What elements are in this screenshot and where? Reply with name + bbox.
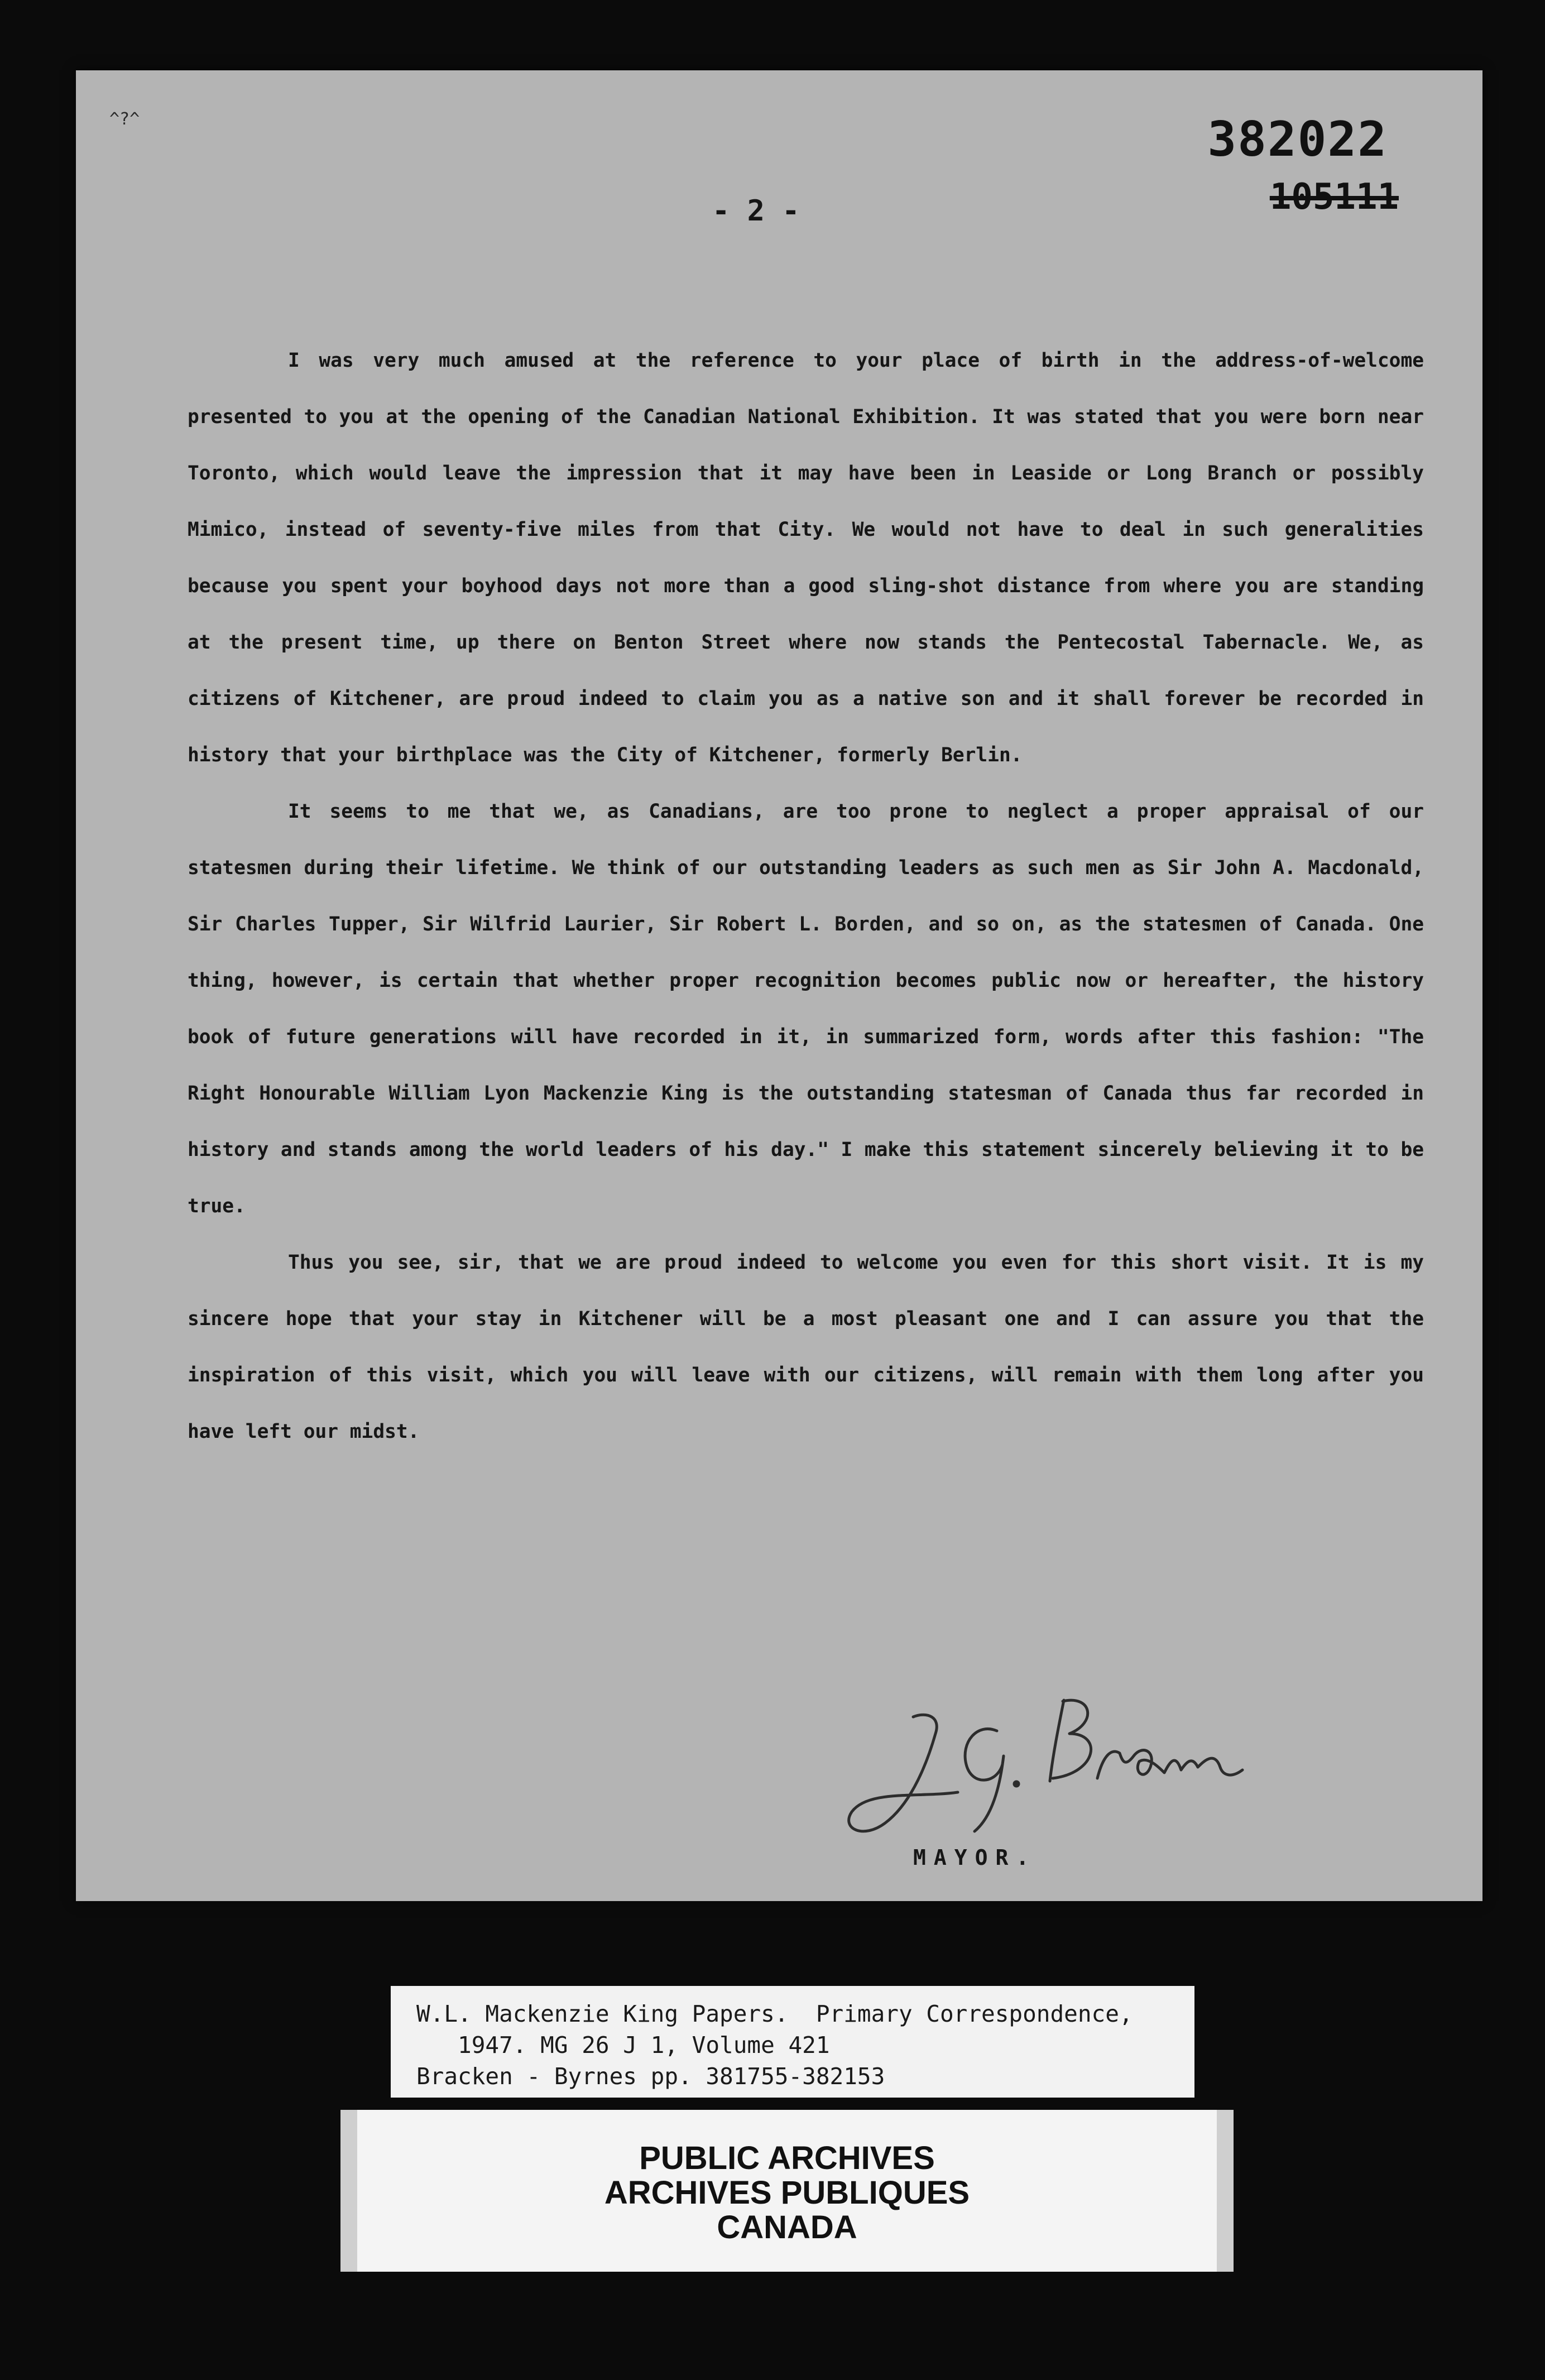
archive-label-line-1: W.L. Mackenzie King Papers. Primary Correspondence, [416, 2000, 1133, 2027]
letter-body [188, 333, 1424, 1460]
archive-stamp-line-1: PUBLIC ARCHIVES [639, 2140, 935, 2176]
archive-reference-label [391, 1986, 1194, 2098]
struck-document-number: 105111 [1269, 176, 1399, 218]
signature-handwritten [829, 1678, 1265, 1862]
paragraph-1: I was very much amused at the reference to your place of birth in the address-of-welcome presented to you at the opening of the Canadian National Exhibition. It was stated that you were born near Toronto, which would leave the impression that it may have been in Leaside or Long Branch or possibly Mimico, instead of seventy-five miles from that City. We would not have to deal in such generalities because you spent your boyhood days not more than a good sling-shot distance from where you are standing at the present time, up there on Benton Street where now stands the Pentecostal Tabernacle. We, as citizens of Kitchener, are proud indeed to claim you as a native son and it shall forever be recorded in history that your birthplace was the City of Kitchener, formerly Berlin. [188, 349, 1424, 766]
archive-label-line-2: 1947. MG 26 J 1, Volume 421 [416, 2032, 830, 2058]
archive-stamp-line-3: CANADA [717, 2209, 857, 2245]
archive-label-line-3: Bracken - Byrnes pp. 381755-382153 [416, 2063, 885, 2090]
corner-mark: ^?^ [109, 109, 140, 129]
archive-stamp [340, 2110, 1234, 2272]
paragraph-2: It seems to me that we, as Canadians, are too prone to neglect a proper appraisal of our statesmen during their lifetime. We think of our outstanding leaders as such men as Sir John A. Macdonald, Sir Charles Tupper, Sir Wilfrid Laurier, Sir Robert L. Borden, and so on, as the statesmen of Canada. One thing, however, is certain that whether proper recognition becomes public now or hereafter, the history book of future generations will have recorded in it, in summarized form, words after this fashion: "The Right Honourable William Lyon Mackenzie King is the outstanding statesman of Canada thus far recorded in history and stands among the world leaders of his day." I make this statement sincerely believing it to be true. [188, 800, 1424, 1217]
document-number: 382022 [1207, 112, 1388, 167]
document-page [76, 70, 1482, 1901]
archive-stamp-line-2: ARCHIVES PUBLIQUES [604, 2175, 970, 2211]
paragraph-3: Thus you see, sir, that we are proud indeed to welcome you even for this short visit. It is my sincere hope that your stay in Kitchener will be a most pleasant one and I can assure you that the inspiration of this visit, which you will leave with our citizens, will remain with them long after you have left our midst. [188, 1251, 1424, 1443]
page-number: - 2 - [712, 194, 800, 228]
signer-title: MAYOR. [913, 1845, 1037, 1870]
